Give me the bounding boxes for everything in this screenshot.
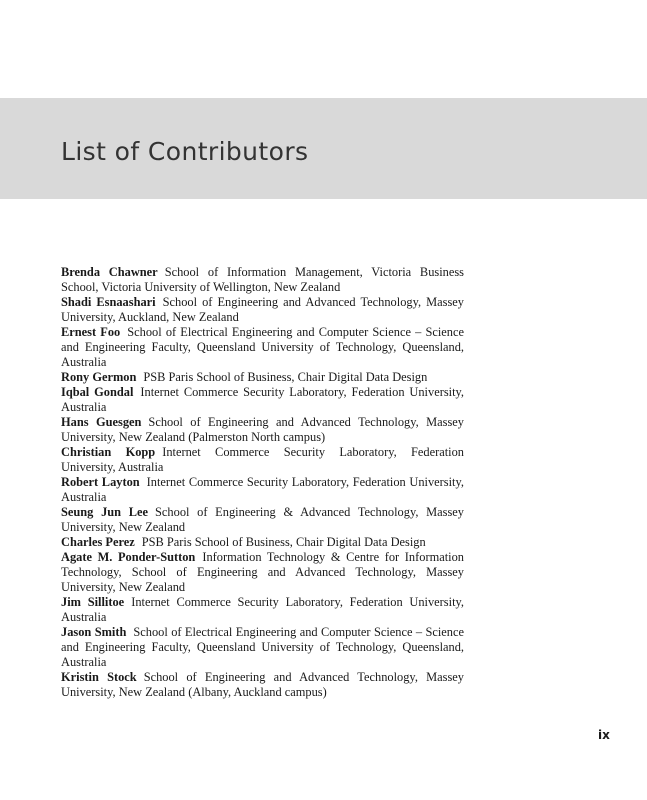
contributor-name: Shadi Esnaashari xyxy=(61,295,156,309)
contributor-entry xyxy=(61,595,464,625)
contributor-name: Agate M. Ponder-Sutton xyxy=(61,550,196,564)
contributor-affiliation: PSB Paris School of Business, Chair Digital Data Design xyxy=(143,370,428,384)
contributor-entry xyxy=(61,325,464,370)
contributor-name: Kristin Stock xyxy=(61,670,137,684)
contributor-name: Charles Perez xyxy=(61,535,135,549)
contributor-affiliation: Information Technology & Centre for Information Technology, School of Engineering and Advanced Technology, Massey University, New Zealand xyxy=(61,550,464,594)
page-title: List of Contributors xyxy=(61,137,309,166)
contributor-entry xyxy=(61,370,464,385)
contributor-entry xyxy=(61,670,464,700)
contributor-affiliation: Internet Commerce Security Laboratory, Federation University, Australia xyxy=(61,475,464,504)
contributor-name: Seung Jun Lee xyxy=(61,505,149,519)
contributor-entry xyxy=(61,535,464,550)
contributor-name: Christian Kopp xyxy=(61,445,156,459)
contributor-name: Ernest Foo xyxy=(61,325,121,339)
contributor-entry xyxy=(61,475,464,505)
contributor-affiliation: School of Electrical Engineering and Computer Science – Science and Engineering Faculty, Queensland University of Technology, Queensland, Australia xyxy=(61,625,464,669)
contributor-name: Hans Guesgen xyxy=(61,415,142,429)
contributor-name: Robert Layton xyxy=(61,475,140,489)
contributor-entry xyxy=(61,415,464,445)
contributor-entry xyxy=(61,505,464,535)
contributor-name: Brenda Chawner xyxy=(61,265,158,279)
contributor-affiliation: PSB Paris School of Business, Chair Digital Data Design xyxy=(141,535,426,549)
contributor-affiliation: School of Engineering and Advanced Technology, Massey University, New Zealand (Palmerston North campus) xyxy=(61,415,464,444)
contributor-affiliation: Internet Commerce Security Laboratory, Federation University, Australia xyxy=(61,595,464,624)
contributor-name: Rony Germon xyxy=(61,370,137,384)
contributor-entry xyxy=(61,295,464,325)
contributor-entry xyxy=(61,385,464,415)
contributor-affiliation: School of Engineering and Advanced Technology, Massey University, New Zealand (Albany, Auckland campus) xyxy=(61,670,464,699)
contributor-name: Iqbal Gondal xyxy=(61,385,134,399)
contributor-name: Jason Smith xyxy=(61,625,127,639)
contributor-list xyxy=(61,265,464,700)
contributor-entry xyxy=(61,445,464,475)
contributor-affiliation: School of Information Management, Victoria Business School, Victoria University of Wellington, New Zealand xyxy=(61,265,464,294)
contributor-entry xyxy=(61,550,464,595)
page-number: ix xyxy=(598,728,610,742)
contributor-entry xyxy=(61,265,464,295)
contributor-affiliation: School of Electrical Engineering and Computer Science – Science and Engineering Faculty, Queensland University of Technology, Queensland, Australia xyxy=(61,325,464,369)
contributor-affiliation: Internet Commerce Security Laboratory, Federation University, Australia xyxy=(61,445,464,474)
contributor-name: Jim Sillitoe xyxy=(61,595,125,609)
contributor-entry xyxy=(61,625,464,670)
contributor-affiliation: School of Engineering and Advanced Technology, Massey University, Auckland, New Zealand xyxy=(61,295,464,324)
contributor-affiliation: Internet Commerce Security Laboratory, Federation University, Australia xyxy=(61,385,465,414)
contributor-affiliation: School of Engineering & Advanced Technology, Massey University, New Zealand xyxy=(61,505,464,534)
